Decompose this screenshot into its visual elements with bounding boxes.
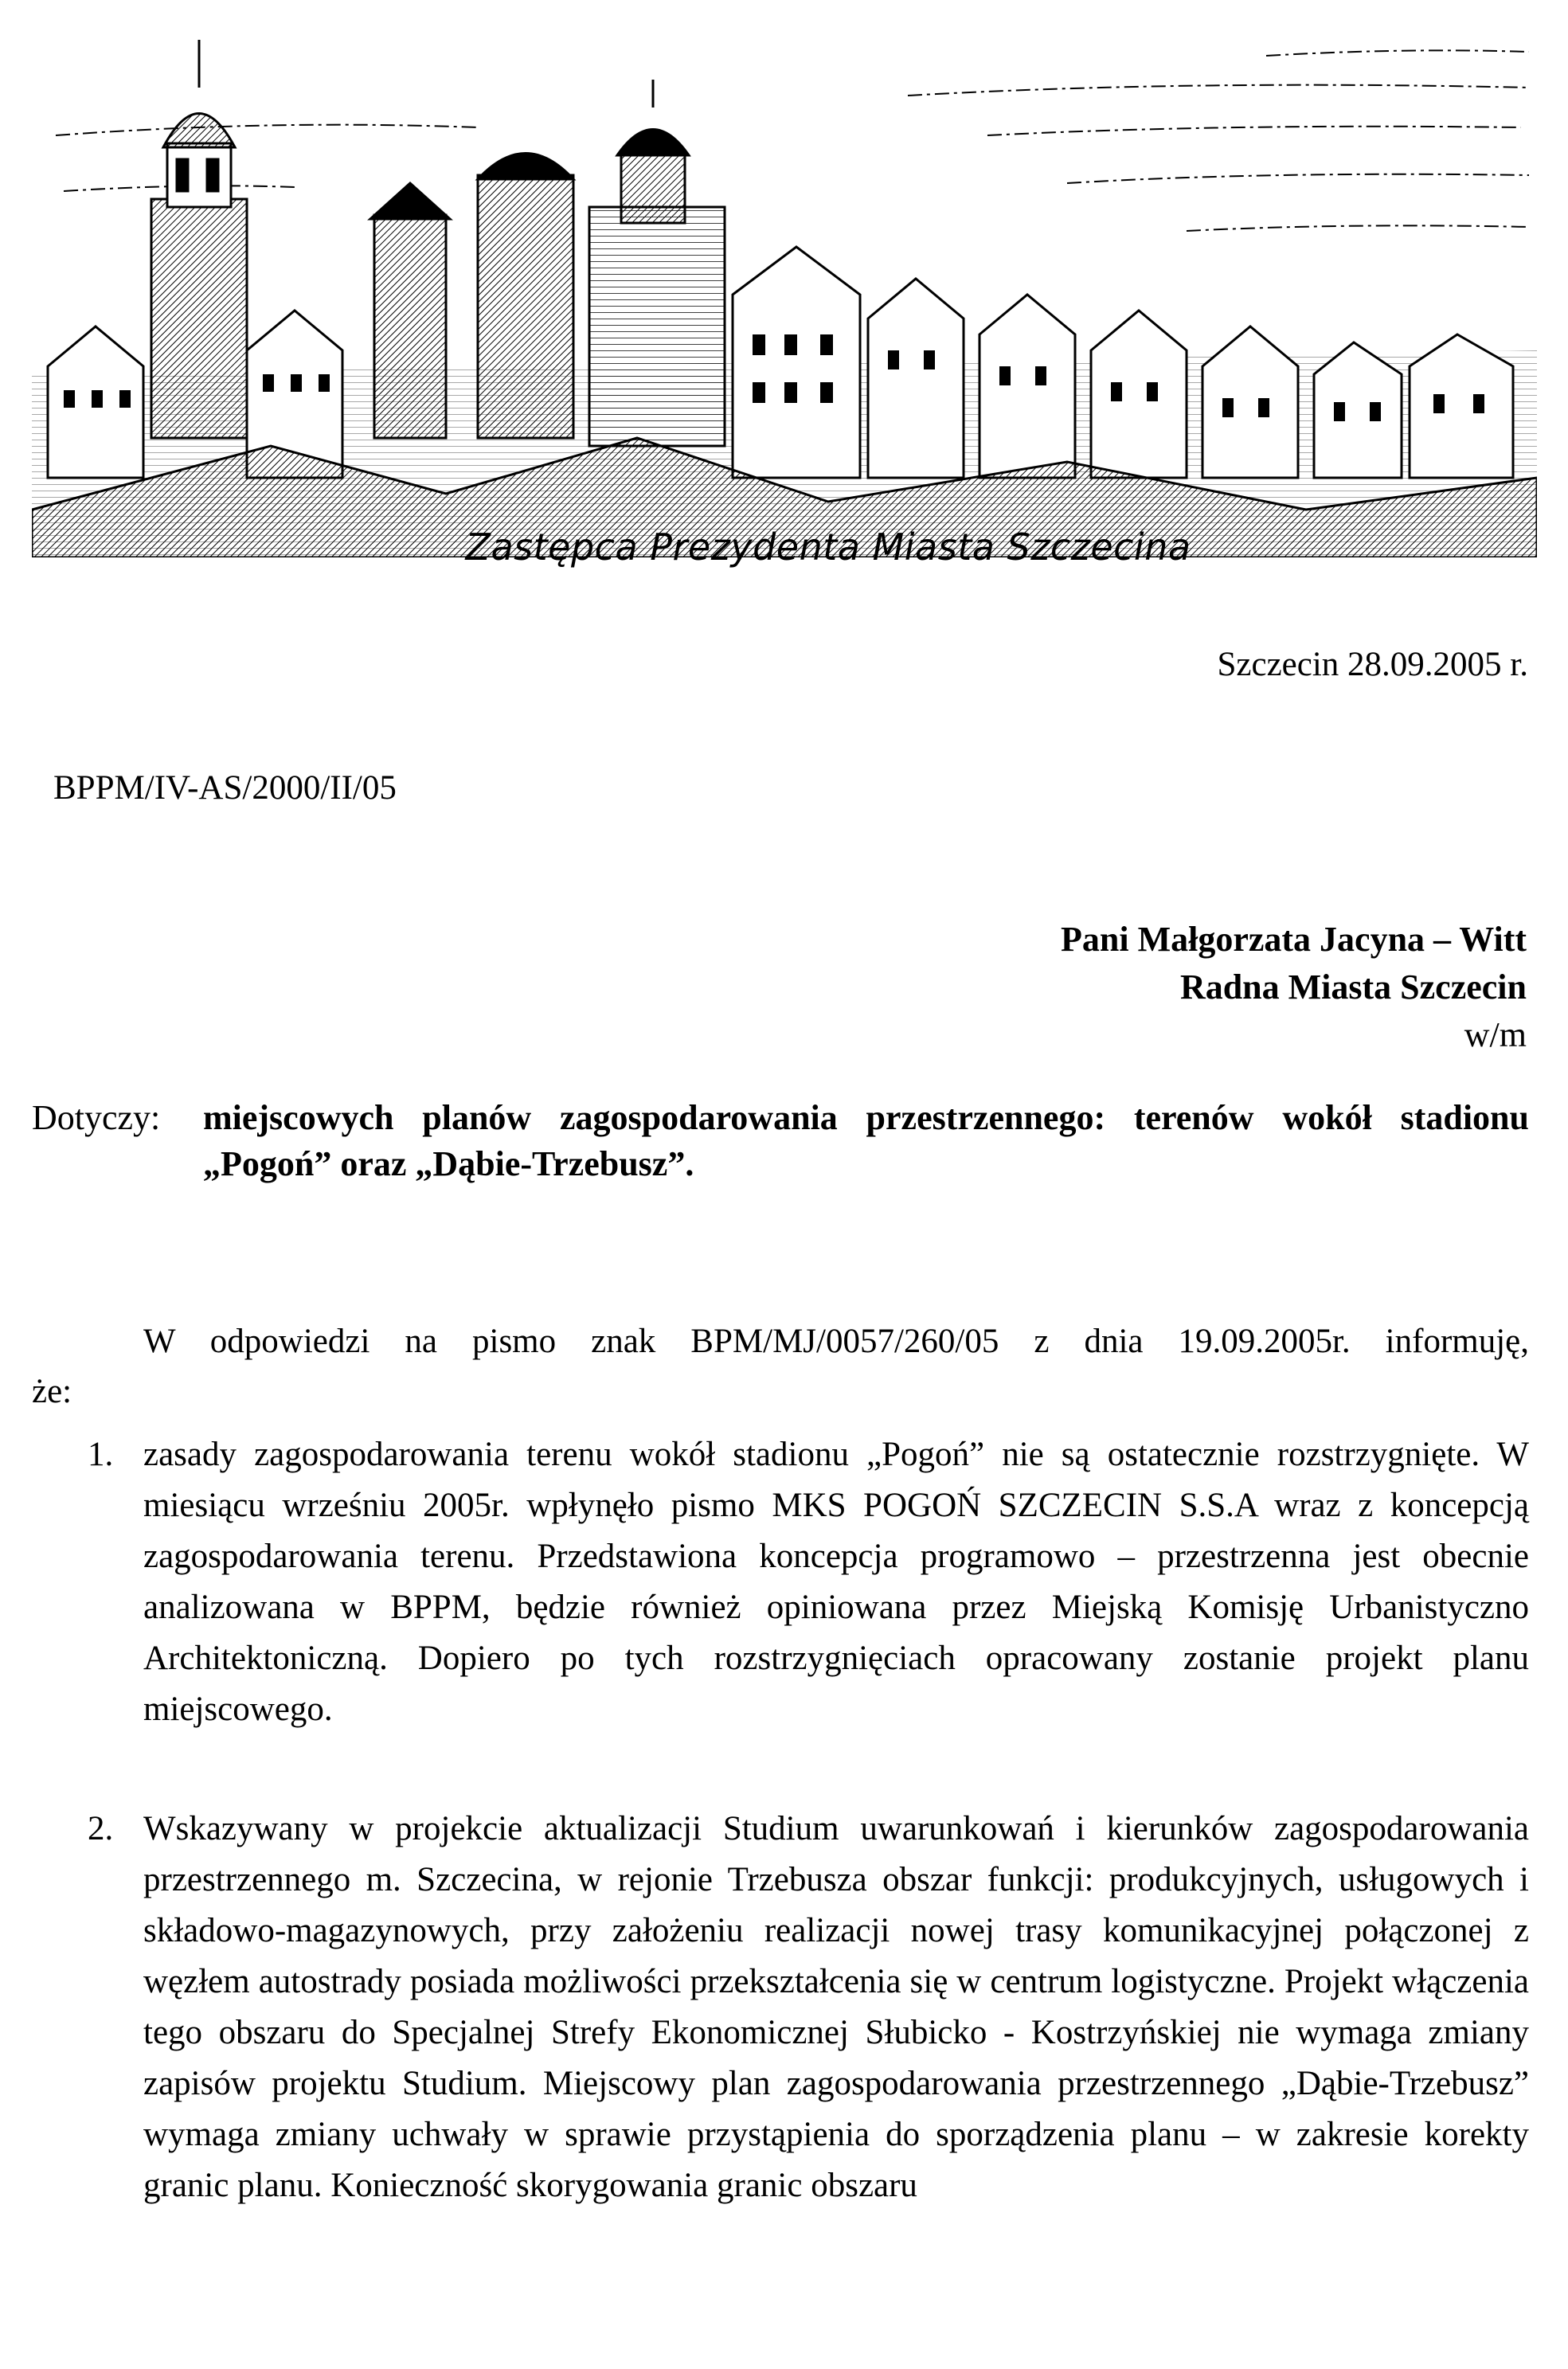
subject-label: Dotyczy: [32, 1098, 161, 1137]
letter-date: Szczecin 28.09.2005 r. [1217, 646, 1528, 683]
letterhead-illustration [32, 32, 1537, 557]
subject-text: miejscowych planów zagospodarowania przestrzennego: terenów wokół stadionu „Pogoń” oraz „Dąbie-Trzebusz”. [203, 1098, 1529, 1183]
list-item-text: Wskazywany w projekcie aktualizacji Studium uwarunkowań i kierunków zagospodarowania przestrzennego m. Szczecina, w rejonie Trzebusza obszar funkcji: produkcyjnych, usługowych i składowo-magazynowych, przy założeniu realizacji nowej trasy komunikacyjnej połączonej z węzłem autostrady posiada możliwości przekształcenia się w centrum logistyczne. Projekt włączenia tego obszaru do Specjalnej Strefy Ekonomicznej Słubicko - Kostrzyńskiej nie wymaga zmiany zapisów projektu Studium. Miejscowy plan zagospodarowania przestrzennego „Dąbie-Trzebusz” wymaga zmiany uchwały w sprawie przystąpienia do sporządzenia planu – w zakresie korekty granic planu. Konieczność skorygowania granic obszaru [143, 1810, 1529, 2204]
recipient-name: Pani Małgorzata Jacyna – Witt [1061, 920, 1527, 959]
list-item-text: zasady zagospodarowania terenu wokół stadionu „Pogoń” nie są ostatecznie rozstrzygnięte. W miesiącu wrześniu 2005r. wpłynęło pismo MKS POGOŃ SZCZECIN S.S.A wraz z koncepcją zagospodarowania terenu. Przedstawiona koncepcja programowo – przestrzenna jest obecnie analizowana w BPPM, będzie również opiniowana przez Miejską Komisję Urbanistyczno Architektoniczną. Dopiero po tych rozstrzygnięciach opracowany zostanie projekt planu miejscowego. [143, 1436, 1529, 1728]
recipient-block [1061, 916, 1527, 1059]
recipient-note: w/m [1464, 1015, 1527, 1054]
city-skyline-icon [32, 32, 1537, 557]
list-item-number: 2. [88, 1810, 114, 1847]
list-item-number: 1. [88, 1436, 114, 1473]
letterhead-subtitle: Zastępca Prezydenta Miasta Szczecina [465, 526, 1191, 569]
intro-tail: że: [32, 1373, 72, 1410]
reference-number: BPPM/IV-AS/2000/II/05 [53, 769, 397, 807]
intro-paragraph: W odpowiedzi na pismo znak BPM/MJ/0057/260/05 z dnia 19.09.2005r. informuję, [143, 1323, 1529, 1360]
recipient-role: Radna Miasta Szczecin [1179, 968, 1527, 1007]
